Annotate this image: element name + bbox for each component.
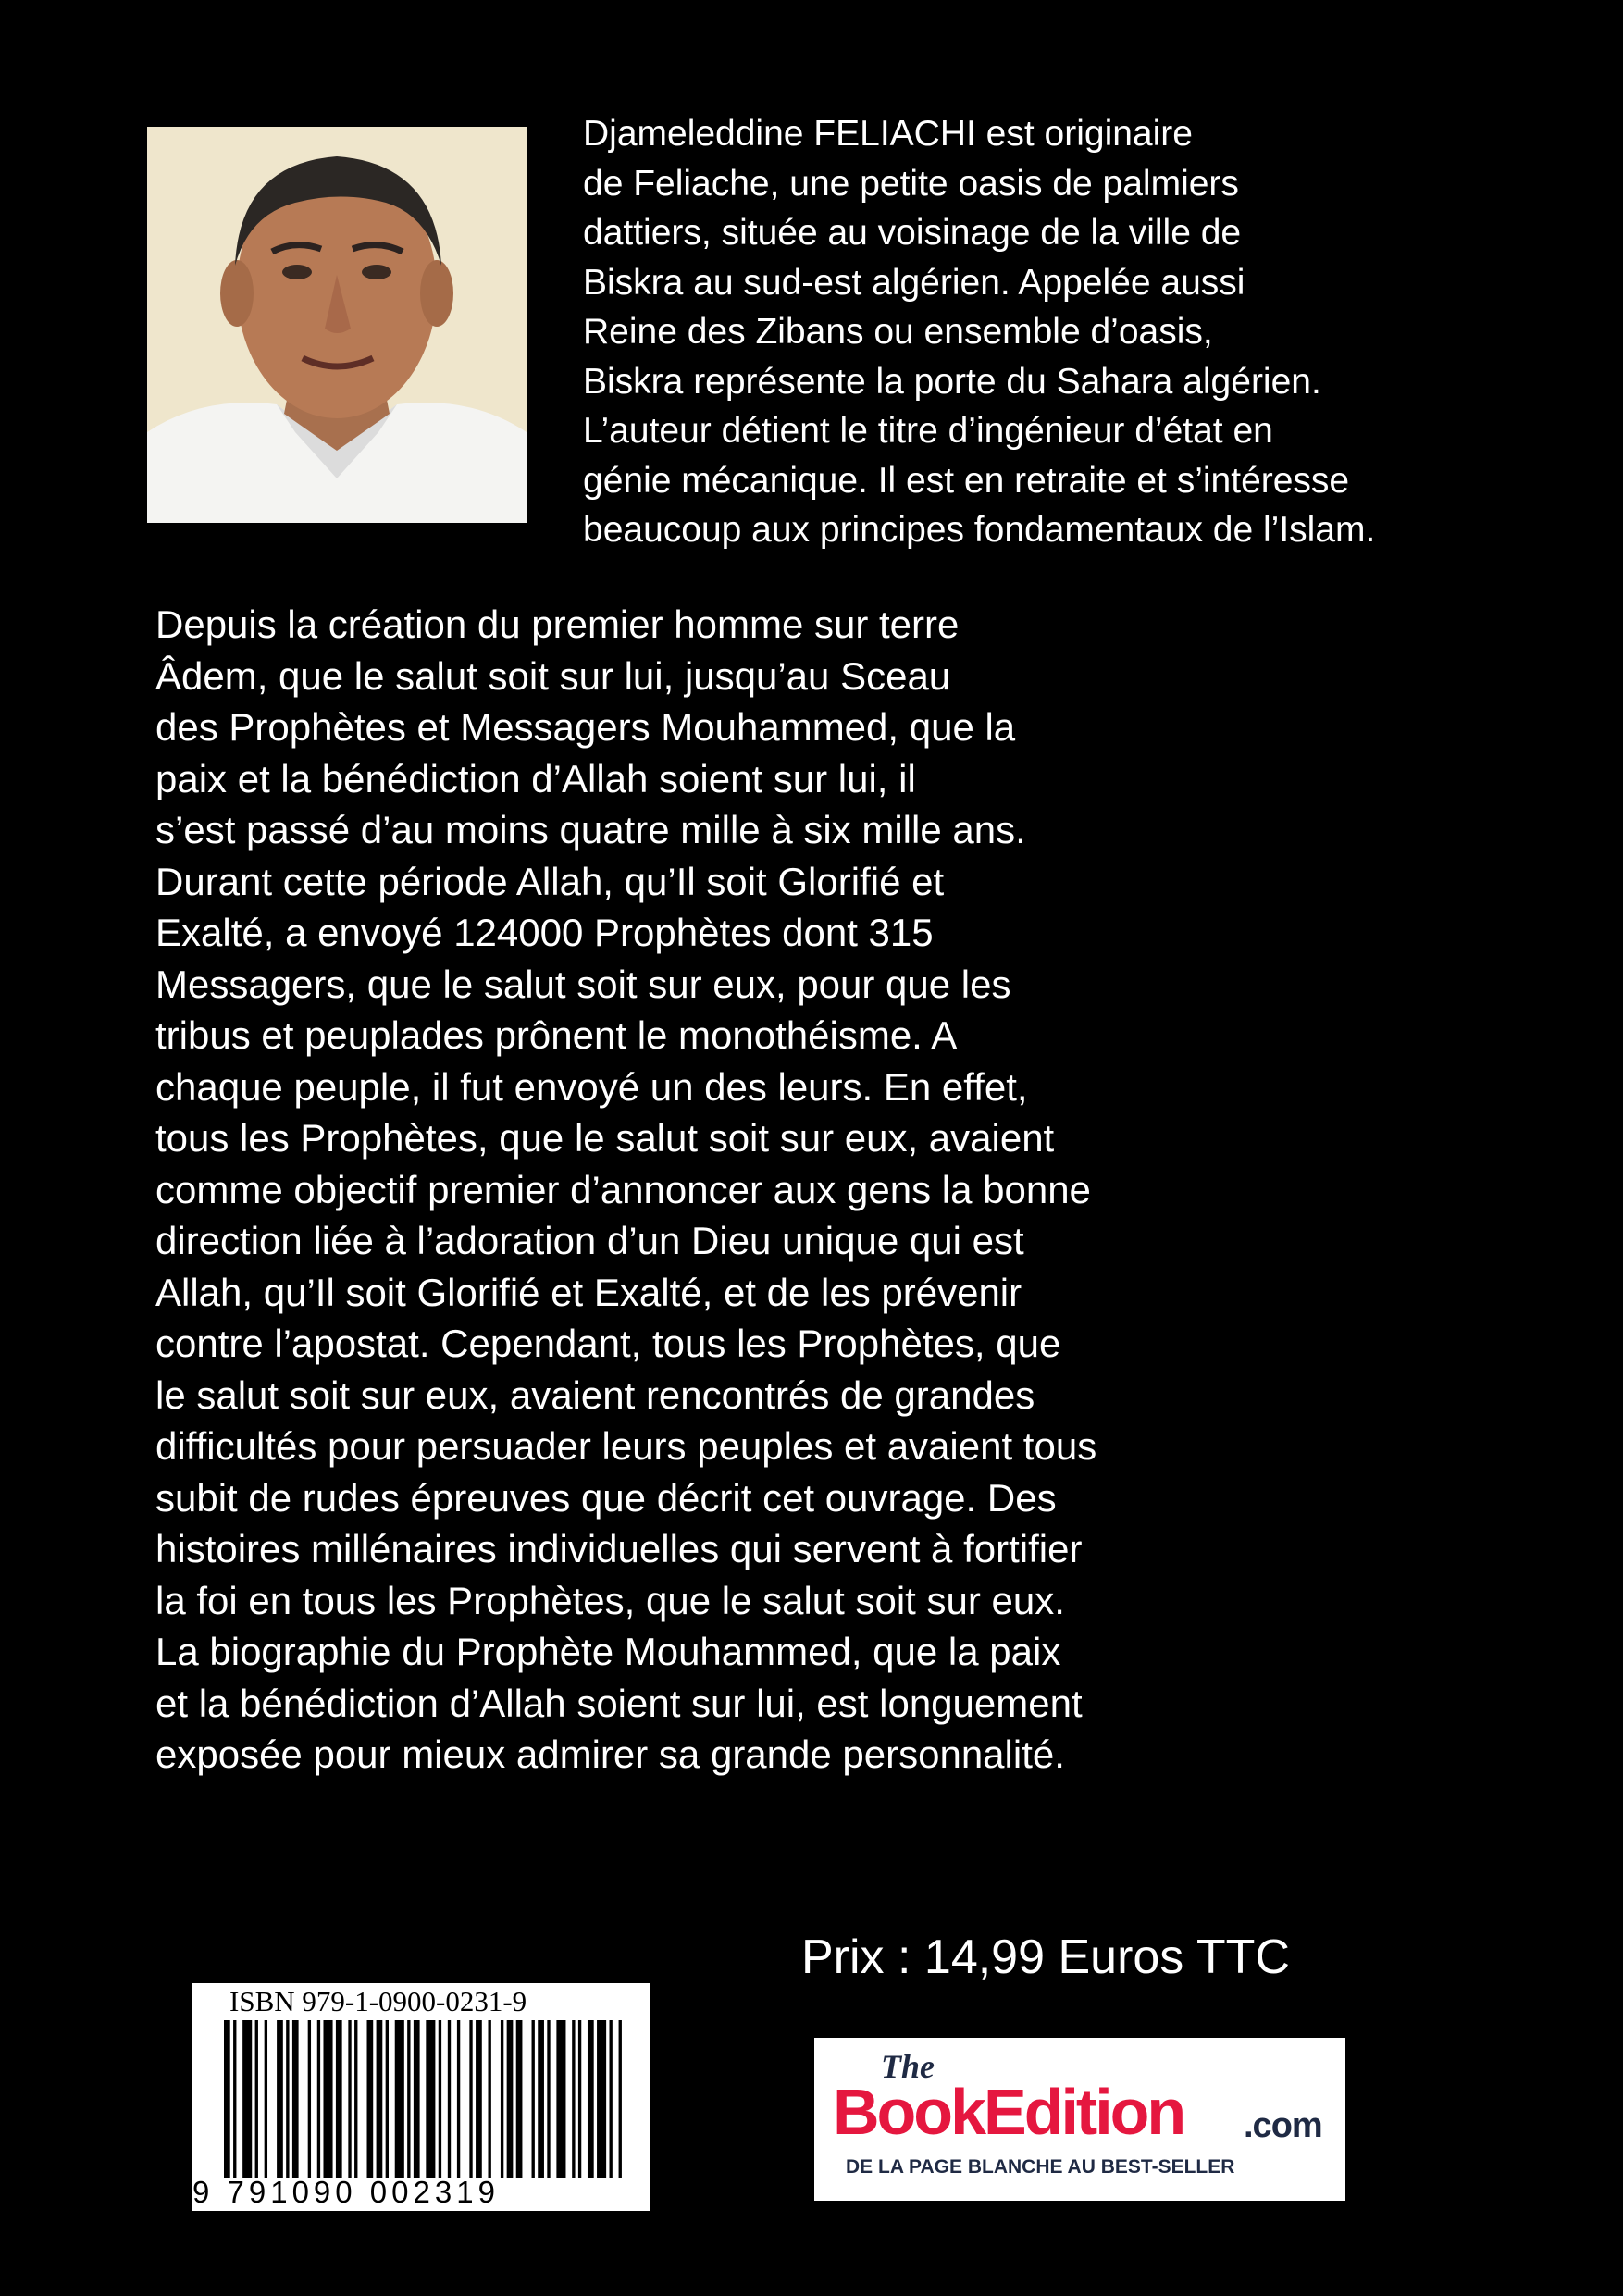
- barcode-bar: [597, 2020, 606, 2178]
- barcode-bar: [532, 2020, 535, 2178]
- barcode-bar: [488, 2020, 490, 2178]
- barcode-bar: [292, 2020, 299, 2178]
- publisher-logo: [814, 2038, 1345, 2201]
- barcode-bar: [469, 2020, 472, 2178]
- synopsis-line: direction liée à l’adoration d’un Dieu unique qui est: [155, 1219, 1024, 1262]
- barcode-bar: [439, 2020, 441, 2178]
- synopsis-line: Exalté, a envoyé 124000 Prophètes dont 315: [155, 911, 934, 954]
- barcode-bar: [336, 2020, 342, 2178]
- author-bio-line: Reine des Zibans ou ensemble d’oasis,: [583, 312, 1213, 352]
- barcode-bar: [242, 2020, 252, 2178]
- author-portrait-icon: [147, 127, 527, 523]
- barcode-digits: 9 791090 002319: [192, 2175, 500, 2209]
- barcode-bar: [308, 2020, 311, 2178]
- barcode-bar: [516, 2020, 523, 2178]
- barcode-bar: [572, 2020, 575, 2178]
- barcode-bar: [348, 2020, 351, 2178]
- barcode-bar: [538, 2020, 544, 2178]
- synopsis-line: Durant cette période Allah, qu’Il soit Glorifié et: [155, 859, 945, 903]
- barcode-bar: [395, 2020, 404, 2178]
- synopsis-line: Allah, qu’Il soit Glorifié et Exalté, et de les prévenir: [155, 1270, 1022, 1314]
- synopsis-line: difficultés pour persuader leurs peuples et avaient tous: [155, 1424, 1097, 1468]
- synopsis-line: subit de rudes épreuves que décrit cet ouvrage. Des: [155, 1475, 1057, 1520]
- author-bio-line: beaucoup aux principes fondamentaux de l’Islam.: [583, 510, 1376, 550]
- barcode-bar: [619, 2020, 622, 2178]
- author-bio: [583, 109, 1610, 555]
- logo-domain: .com: [1244, 2106, 1322, 2145]
- barcode-bar: [286, 2020, 289, 2178]
- barcode-bar: [317, 2020, 320, 2178]
- barcode-bar: [233, 2020, 236, 2178]
- synopsis-line: des Prophètes et Messagers Mouhammed, que la: [155, 705, 1016, 749]
- synopsis-line: paix et la bénédiction d’Allah soient sur lui, il: [155, 756, 916, 800]
- author-bio-line: génie mécanique. Il est en retraite et s’intéresse: [583, 460, 1350, 501]
- barcode-bar: [255, 2020, 258, 2178]
- synopsis-line: tribus et peuplades prônent le monothéisme. A: [155, 1013, 958, 1057]
- synopsis-line: comme objectif premier d’annoncer aux gens la bonne: [155, 1167, 1091, 1211]
- isbn-label: ISBN 979-1-0900-0231-9: [229, 1985, 527, 2017]
- barcode-bar: [265, 2020, 267, 2178]
- barcode-bar: [457, 2020, 460, 2178]
- author-photo: [147, 127, 527, 523]
- barcode-bar: [414, 2020, 420, 2178]
- author-bio-line: L’auteur détient le titre d’ingénieur d’état en: [583, 411, 1273, 451]
- barcode-bar: [501, 2020, 503, 2178]
- synopsis-line: s’est passé d’au moins quatre mille à six mille ans.: [155, 808, 1026, 851]
- barcode-bar: [367, 2020, 374, 2178]
- barcode-bar: [323, 2020, 332, 2178]
- synopsis-line: tous les Prophètes, que le salut soit sur eux, avaient: [155, 1116, 1055, 1160]
- barcode-bar: [448, 2020, 451, 2178]
- author-bio-line: Biskra représente la porte du Sahara algérien.: [583, 361, 1321, 402]
- barcode-bar: [407, 2020, 410, 2178]
- barcode-bar: [507, 2020, 514, 2178]
- barcode-bar: [224, 2020, 230, 2178]
- barcode-bar: [556, 2020, 565, 2178]
- barcode-bar: [277, 2020, 283, 2178]
- barcode-bar: [386, 2020, 389, 2178]
- author-bio-line: de Feliache, une petite oasis de palmiers: [583, 163, 1239, 204]
- logo-name: BookEdition: [833, 2076, 1184, 2148]
- barcode-bar: [609, 2020, 612, 2178]
- barcode-bar: [547, 2020, 550, 2178]
- author-bio-line: dattiers, située au voisinage de la ville de: [583, 213, 1242, 253]
- synopsis-line: la foi en tous les Prophètes, que le salut soit sur eux.: [155, 1578, 1065, 1622]
- logo-tagline: DE LA PAGE BLANCHE AU BEST-SELLER: [846, 2156, 1235, 2178]
- barcode-bar: [354, 2020, 357, 2178]
- synopsis-line: chaque peuple, il fut envoyé un des leurs. En effet,: [155, 1064, 1028, 1109]
- synopsis-line: Depuis la création du premier homme sur terre: [155, 602, 960, 646]
- barcode-bar: [476, 2020, 482, 2178]
- synopsis-line: le salut soit sur eux, avaient rencontrés de grandes: [155, 1372, 1035, 1417]
- synopsis-line: et la bénédiction d’Allah soient sur lui, est longuement: [155, 1681, 1083, 1725]
- barcode-bar: [578, 2020, 581, 2178]
- barcode-bars-icon: [224, 2020, 631, 2178]
- book-synopsis: [155, 599, 1321, 1781]
- logo-the: The: [881, 2048, 935, 2085]
- synopsis-line: Âdem, que le salut soit sur lui, jusqu’au Sceau: [155, 653, 951, 698]
- synopsis-line: histoires millénaires individuelles qui servent à fortifier: [155, 1527, 1083, 1570]
- isbn-barcode: [192, 1983, 650, 2211]
- synopsis-line: contre l’apostat. Cependant, tous les Prophètes, que: [155, 1322, 1061, 1365]
- barcode-bar: [426, 2020, 435, 2178]
- barcode-bar: [588, 2020, 594, 2178]
- synopsis-line: Messagers, que le salut soit sur eux, pour que les: [155, 962, 1011, 1006]
- synopsis-line: exposée pour mieux admirer sa grande personnalité.: [155, 1732, 1065, 1776]
- price-label: Prix : 14,99 Euros TTC: [801, 1930, 1290, 1984]
- author-bio-line: Djameleddine FELIACHI est originaire: [583, 114, 1193, 154]
- author-bio-line: Biskra au sud-est algérien. Appelée aussi: [583, 262, 1245, 303]
- synopsis-line: La biographie du Prophète Mouhammed, que la paix: [155, 1630, 1061, 1673]
- barcode-bar: [377, 2020, 383, 2178]
